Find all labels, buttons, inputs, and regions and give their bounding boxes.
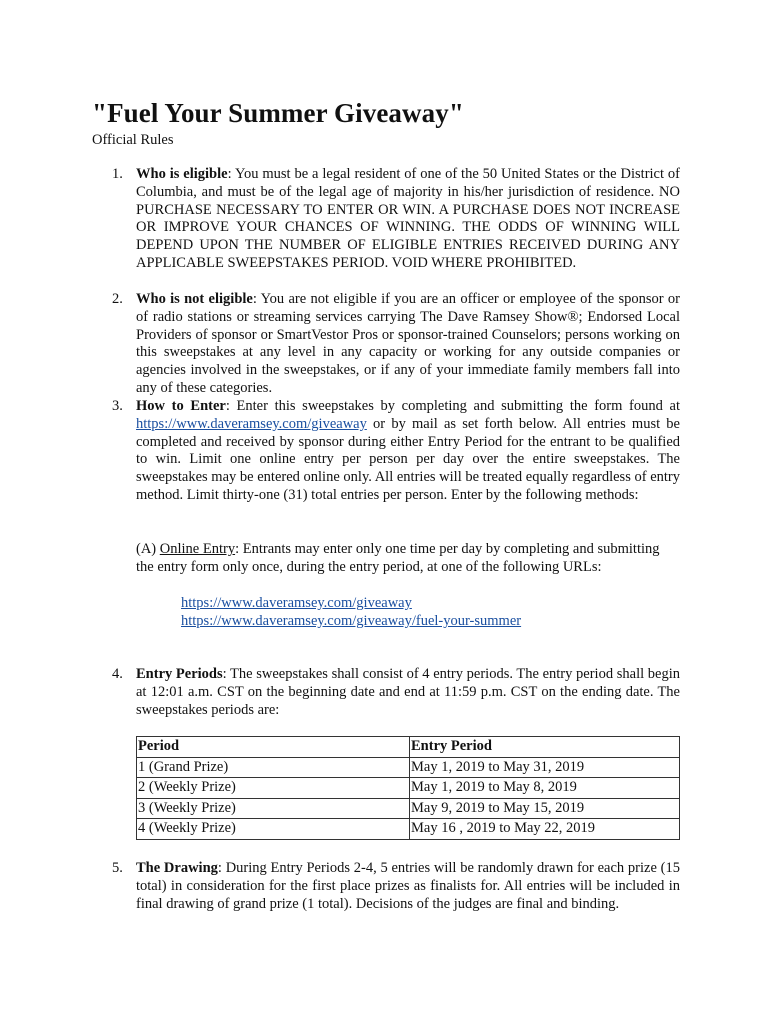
table-row: [137, 798, 680, 819]
rule-text: : During Entry Periods 2-4, 5 entries will be randomly drawn for each prize (15 total) in consideration for the first place prizes as finalists for. All entries will be included in final drawing of grand prize (1 total). Decisions of the judges are final and binding.: [136, 860, 680, 912]
rule-3: [112, 398, 680, 505]
rule-5: [112, 860, 680, 913]
table-row: [137, 778, 680, 799]
period-cell: 3 (Weekly Prize): [137, 798, 410, 819]
rule-text: : You must be a legal resident of one of the 50 United States or the District of Columbia, and must be of the legal age of majority in his/her jurisdiction of residence. NO PURCHASE NECESSARY TO ENTER OR WIN. A PURCHASE DOES NOT INCREASE OR IMPROVE YOUR CHANCES OF WINNING. THE ODDS OF WINNING WILL DEPEND UPON THE NUMBER OF ELIGIBLE ENTRIES RECEIVED DURING ANY APPLICABLE SWEEPSTAKES PERIOD. VOID WHERE PROHIBITED.: [136, 166, 680, 271]
rule-2: [112, 291, 680, 398]
rule-text: : The sweepstakes shall consist of 4 entry periods. The entry period shall begin at 12:01 a.m. CST on the beginning date and end at 11:59 p.m. CST on the ending date. The sweepstakes periods are:: [136, 666, 680, 718]
rule-number: 1.: [112, 166, 123, 182]
table-row: [137, 757, 680, 778]
period-cell: 1 (Grand Prize): [137, 757, 410, 778]
column-header-period: Period: [137, 737, 410, 758]
rule-heading: How to Enter: [136, 398, 226, 414]
online-entry-paragraph: [136, 541, 680, 577]
document-title: "Fuel Your Summer Giveaway": [92, 98, 464, 128]
rule-4: [112, 666, 680, 719]
rule-heading: Who is not eligible: [136, 291, 253, 307]
entry-period-cell: May 9, 2019 to May 15, 2019: [410, 798, 680, 819]
url-link-fuel-your-summer[interactable]: https://www.daveramsey.com/giveaway/fuel-your-summer: [181, 613, 522, 629]
table-header-row: [137, 737, 680, 758]
rule-heading: The Drawing: [136, 860, 218, 876]
entry-period-cell: May 16 , 2019 to May 22, 2019: [410, 819, 680, 840]
rule-text: : You are not eligible if you are an officer or employee of the sponsor or of radio stations or streaming services carrying The Dave Ramsey Show®; Endorsed Local Providers of sponsor or SmartVestor Pros or sponsor-trained Counselors; persons working on this sweepstakes at any level in any capacity or working for any outside companies or agencies involved in the sweepstakes, or if any of your immediate family members fall into any of these categories.: [136, 291, 680, 396]
table-row: [137, 819, 680, 840]
rule-heading: Entry Periods: [136, 666, 223, 682]
giveaway-link[interactable]: https://www.daveramsey.com/giveaway: [136, 415, 367, 432]
sub-prefix: (A): [136, 541, 160, 557]
rule-1: [112, 166, 680, 273]
entry-period-cell: May 1, 2019 to May 31, 2019: [410, 757, 680, 778]
rule-number: 2.: [112, 291, 123, 307]
rule-text-continued: or by mail as set forth below. All entries must be completed and received by sponsor during either Entry Period for the entrant to be qualified to win. Limit one online entry per person per day over the entire sweepstakes. The sweepstakes may be entered online only. All entries will be treated equally regardless of entry method. Limit thirty-one (31) total entries per person. Enter by the following methods:: [136, 415, 680, 503]
period-cell: 4 (Weekly Prize): [137, 819, 410, 840]
period-cell: 2 (Weekly Prize): [137, 778, 410, 799]
rule-heading: Who is eligible: [136, 166, 228, 182]
entry-periods-table: [136, 736, 680, 840]
document-subtitle: Official Rules: [92, 132, 174, 148]
rule-number: 3.: [112, 398, 123, 414]
url-list: [181, 594, 521, 630]
entry-period-cell: May 1, 2019 to May 8, 2019: [410, 778, 680, 799]
rule-text: : Enter this sweepstakes by completing and submitting the form found at: [225, 398, 680, 414]
rule-number: 5.: [112, 860, 123, 876]
online-entry-text: : Entrants may enter only one time per day by completing and submitting the entry form only once, during the entry period, at one of the following URLs:: [136, 541, 660, 575]
online-entry-heading: Online Entry: [159, 541, 236, 557]
rule-number: 4.: [112, 666, 123, 682]
url-link-giveaway[interactable]: https://www.daveramsey.com/giveaway: [181, 595, 412, 611]
column-header-entry-period: Entry Period: [410, 737, 680, 758]
